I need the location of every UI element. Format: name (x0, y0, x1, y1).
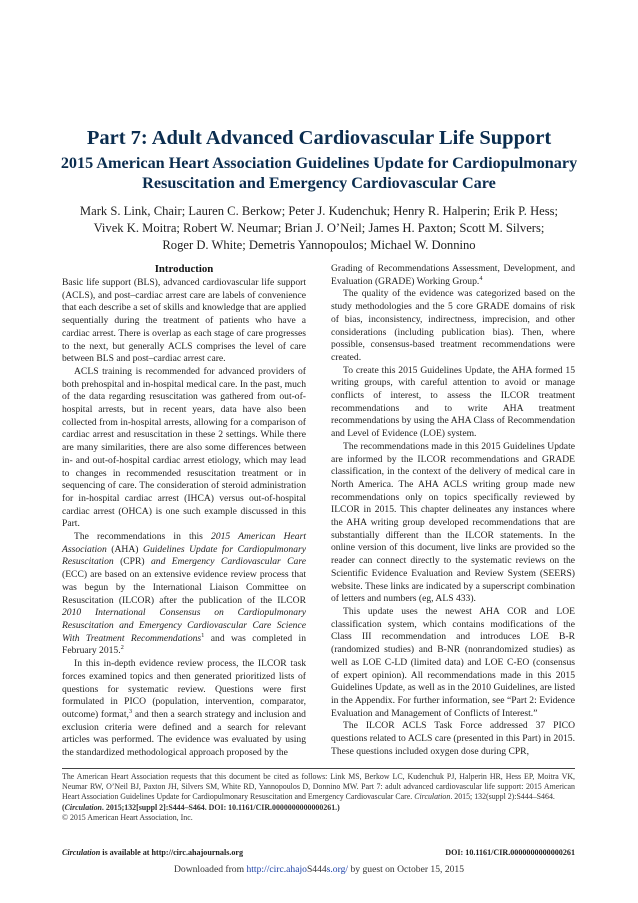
paragraph: The quality of the evidence was categorized based on the study methodologies and the 5 core GRADE domains of risk of bias, inconsistency, indirectness, imprecision, and other considerations (including publication bias). Then, where possible, consensus-based treatment recommendations were created. (331, 288, 575, 363)
copyright-line: © 2015 American Heart Association, Inc. (62, 812, 193, 822)
paragraph: Grading of Recommendations Assessment, Development, and Evaluation (GRADE) Working Group.$^4$ (331, 263, 575, 287)
paragraph: The recommendations made in this 2015 Guidelines Update are informed by the ILCOR recommendations and GRADE classification, in the context of the delivery of medical care in North America. The AHA ACLS writing group made new recommendations only on topics specifically reviewed by ILCOR in 2015. This chapter delineates any instances where the AHA writing group developed recommendations that are substantially different than the ILCOR statements. In the online version of this document, live links are provided so the reader can connect directly to the systematic reviews on the Scientific Evidence Evaluation and Review System (SEERS) website. These links are indicated by a superscript combination of letters and numbers (eg, ALS 433). (331, 440, 575, 605)
citation-text: The American Heart Association requests that this document be cited as follows: Link MS, Berkow LC, Kudenchuk PJ, Halperin HR, Hess EP, Moitra VK, Neumar RW, O’Neil BJ, Paxton JH, Silvers SM, White RD, Yannopoulos D, Donnino MW. Part 7: adult advanced cardiovascular life support: 2015 American Heart Association Guidelines Update for Cardiopulmonary Resuscitation and Emergency Cardiovascular Care. Circulation. 2015; 132(suppl 2):S444–S464. (62, 772, 575, 802)
paragraph: This update uses the newest AHA COR and LOE classification system, which contains modifications of the Class III recommendation and introduces LOE B-R (randomized studies) and B-NR (nonrandomized studies) as well as LOE C-LD (limited data) and LOE C-EO (consensus of expert opinion). All recommendations made in this 2015 Guidelines Update, as well as in the 2010 Guidelines, are listed in the Appendix. For further information, see “Part 2: Evidence Evaluation and Management of Conflicts of Interest.” (331, 605, 575, 719)
article-title: Part 7: Adult Advanced Cardiovascular Life Support (86, 127, 552, 149)
availability-text: Circulation is available at http://circ.ahajournals.org (62, 848, 244, 857)
citation-footnote (62, 772, 575, 823)
section-heading-introduction: Introduction (154, 263, 214, 275)
author-line: Roger D. White; Demetris Yannopoulos; Michael W. Donnino (162, 238, 476, 252)
journal-reference: (Circulation. 2015;132[suppl 2]:S444–S464. DOI: 10.1161/CIR.0000000000000261.) (62, 802, 340, 812)
paragraph: To create this 2015 Guidelines Update, the AHA formed 15 writing groups, with careful attention to avoid or manage conflicts of interest, to assess the ILCOR treatment recommendations and to write AHA treatment recommendations by using the AHA Class of Recommendation and Level of Evidence (LOE) system. (331, 364, 575, 440)
paragraph: ACLS training is recommended for advanced providers of both prehospital and in-hospital medical care. In the past, much of the data regarding resuscitation was gathered from out-of-hospital arrests, but in recent years, data have also been collected from in-hospital arrests, allowing for a comparison of cardiac arrest and resuscitation in these 2 settings. While there are many similarities, there are also some differences between in- and out-of-hospital cardiac arrest etiology, which may lead to changes in recommended resuscitation treatment or in sequencing of care. The consideration of steroid administration for in-hospital cardiac arrest (IHCA) versus out-of-hospital cardiac arrest (OHCA) is one such example discussed in this Part. (62, 365, 306, 530)
article-subtitle: 2015 American Heart Association Guidelines Update for Cardiopulmonary Resuscitation and Emergency Cardiovascular Care (60, 154, 578, 192)
author-line: Mark S. Link, Chair; Lauren C. Berkow; Peter J. Kudenchuk; Henry R. Halperin; Erik P. Hess; (79, 204, 559, 218)
footnote-divider (62, 768, 575, 769)
left-column (62, 262, 306, 760)
paragraph: The recommendations in this 2015 American Heart Association (AHA) Guidelines Update for Cardiopulmonary Resuscitation (CPR) and Emergency Cardiovascular Care (ECC) are based on an extensive evidence review process that was begun by the International Liaison Committee on Resuscitation (ILCOR) after the publication of the ILCOR 2010 International Consensus on Cardiopulmonary Resuscitation and Emergency Cardiovascular Care Science With Treatment Recommendations$^1$ and was completed in February 2015.$^2$ (62, 531, 306, 657)
journal-link[interactable]: http://circ.ahajoS444s.org/ (246, 864, 349, 875)
page-number: S444 (306, 864, 327, 875)
right-column (331, 263, 575, 758)
paragraph: In this in-depth evidence review process, the ILCOR task forces examined topics and then generated prioritized lists of questions for systematic review. Questions were first formulated in PICO (population, intervention, comparator, outcome) format,$^3$ and then a search strategy and inclusion and exclusion criteria were defined and a search for relevant articles was performed. The evidence was evaluated by using the standardized methodological approach proposed by the (62, 658, 306, 759)
paragraph: The ILCOR ACLS Task Force addressed 37 PICO questions related to ACLS care (presented in this Part) in 2015. These questions included oxygen dose during CPR, (331, 720, 575, 757)
author-line: Vivek K. Moitra; Robert W. Neumar; Brian J. O’Neil; James H. Paxton; Scott M. Silvers; (93, 221, 545, 235)
doi-text: DOI: 10.1161/CIR.0000000000000261 (445, 848, 575, 857)
download-notice: Downloaded from http://circ.ahajoS444s.org/ by guest on October 15, 2015 (173, 864, 465, 875)
paragraph: Basic life support (BLS), advanced cardiovascular life support (ACLS), and post–cardiac arrest care are labels of convenience that each describe a set of skills and knowledge that are applied sequentially during the treatment of patients who have a cardiac arrest. There is overlap as each stage of care progresses to the next, but generally ACLS comprises the level of care between BLS and post–cardiac arrest care. (62, 277, 306, 365)
author-list (55, 203, 583, 254)
